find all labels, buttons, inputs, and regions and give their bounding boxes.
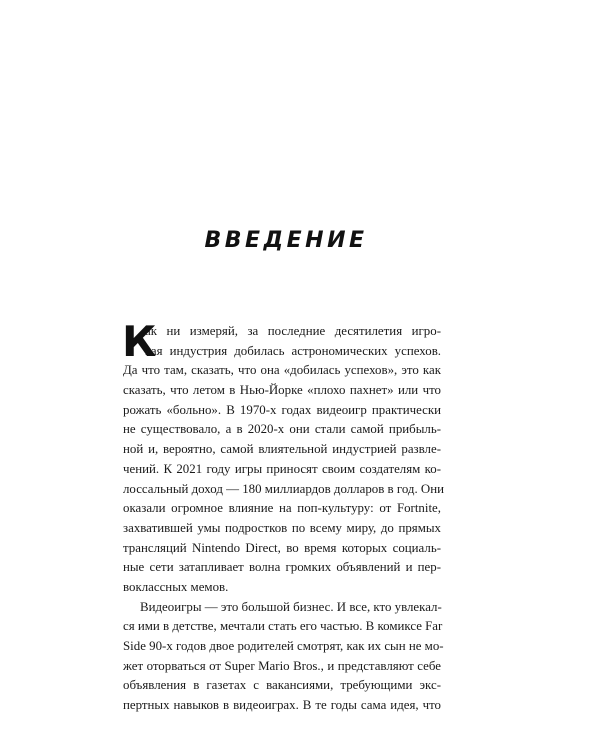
text-line: ак ни измеряй, за последние десятилетия игро- (145, 324, 441, 338)
text-line: оказали огромное влияние на поп-культуру: от Fortnite, (123, 501, 441, 516)
chapter-title: ВВЕДЕНИЕ (204, 228, 368, 253)
drop-cap: К (122, 317, 157, 366)
text-line: чений. К 2021 году игры приносят своим создателям ко- (123, 461, 441, 476)
text-line: лоссальный доход — 180 миллиардов долларов в год. Они (123, 481, 444, 496)
text-line: Side 90-х годов двое родителей смотрят, как их сын не мо- (123, 639, 444, 653)
text-line: жет оторваться от Super Mario Bros., и представляют себе (123, 658, 441, 673)
text-line: трансляций Nintendo Direct, во время которых социаль- (123, 540, 441, 555)
text-line: объявления в газетах с вакансиями, требующими экс- (123, 678, 441, 693)
text-line: сказать, что летом в Нью-Йорке «плохо пахнет» или что (123, 383, 441, 398)
text-line: ной и, вероятно, самой влиятельной индустрией развле- (123, 442, 441, 457)
text-line: пертных навыков в видеоиграх. В те годы сама идея, что (123, 698, 441, 713)
text-line: Видеоигры — это большой бизнес. И все, кто увлекал- (140, 599, 442, 614)
text-line: воклассных мемов. (123, 579, 229, 594)
text-line: захватившей умы подростков по всему миру, до прямых (123, 520, 441, 535)
body-text (122, 317, 444, 716)
text-line: вая индустрия добилась астрономических успехов. (145, 343, 441, 358)
text-line: не существовало, а в 2020-х они стали самой прибыль- (123, 422, 441, 437)
text-line: рожать «больно». В 1970-х годах видеоигр практически (123, 402, 441, 417)
text-line: Да что там, сказать, что она «добилась успехов», это как (123, 363, 441, 378)
text-line: ся ими в детстве, мечтали стать его частью. В комиксе Far (123, 619, 443, 634)
text-line: ные сети затапливает волна громких объявлений и пер- (123, 560, 441, 575)
